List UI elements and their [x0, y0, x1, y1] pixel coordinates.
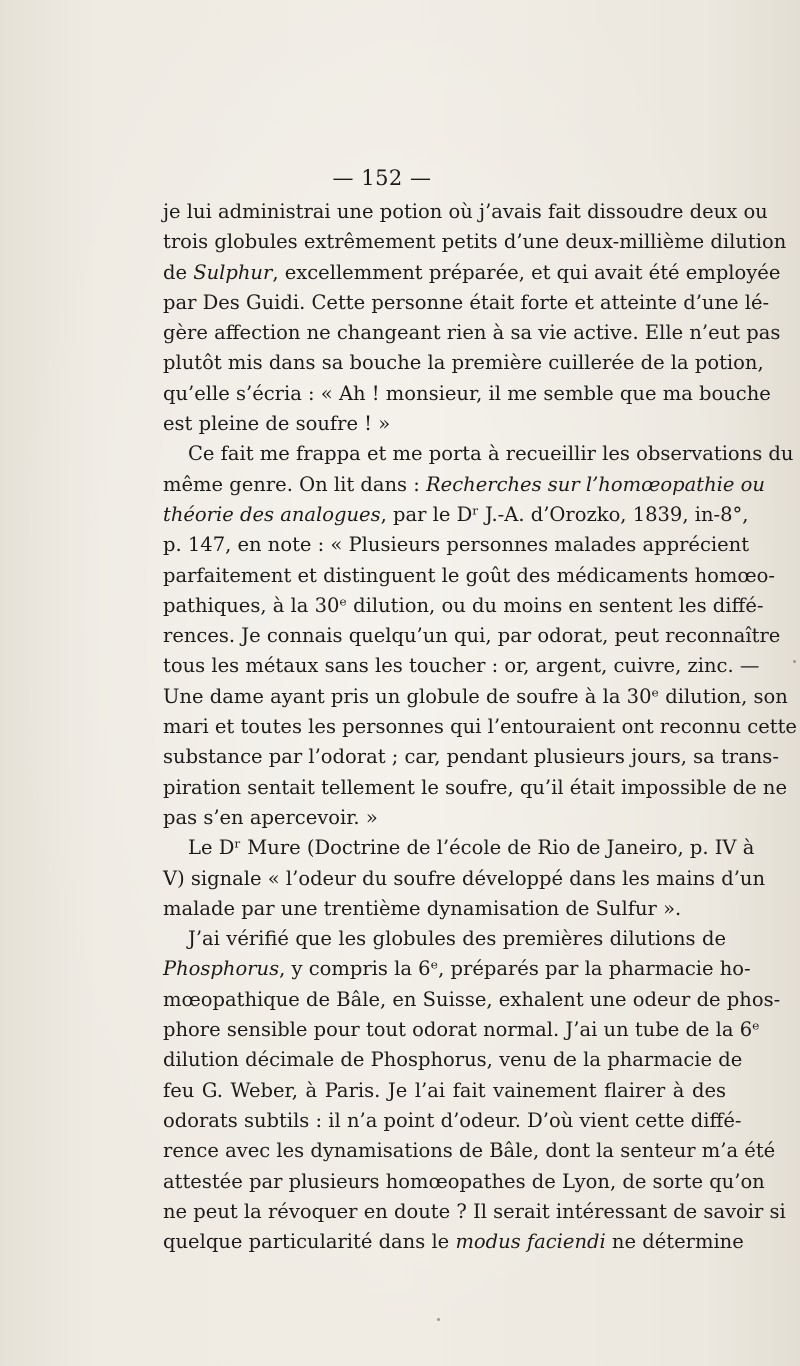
text-line: J’ai vérifié que les globules des premières dilutions de	[188, 927, 726, 951]
text-line: p. 147, en note : « Plusieurs personnes malades apprécient	[163, 533, 750, 557]
paper-speck	[793, 660, 796, 663]
text-line: gère affection ne changeant rien à sa vie active. Elle n’eut pas	[163, 321, 781, 345]
italic-text: modus faciendi	[455, 1230, 606, 1254]
italic-text: théorie des analogues	[163, 502, 381, 526]
text-line	[163, 258, 781, 288]
body-text	[163, 197, 797, 1257]
italic-text: Recherches sur l’homœopathie ou	[426, 472, 765, 496]
text-run: , par le Dʳ J.-A. d’Orozko, 1839, in-8°,	[380, 502, 749, 526]
text-run: même genre. On lit dans :	[163, 472, 426, 496]
text-run: , excellemment préparée, et qui avait été employée	[272, 260, 781, 284]
text-line	[163, 1227, 744, 1257]
text-line: rences. Je connais quelqu’un qui, par odorat, peut reconnaître	[163, 624, 781, 648]
italic-text: Sulphur	[193, 260, 273, 284]
text-line: parfaitement et distinguent le goût des médicaments homœo-	[163, 563, 775, 587]
text-run: de	[163, 260, 194, 284]
text-line: odorats subtils : il n’a point d’odeur. D’où vient cette diffé-	[163, 1108, 742, 1132]
text-line: est pleine de soufre ! »	[163, 412, 391, 436]
text-line: plutôt mis dans sa bouche la première cuillerée de la potion,	[163, 351, 764, 375]
text-line: trois globules extrêmement petits d’une deux-millième dilution	[163, 230, 787, 254]
text-line: rence avec les dynamisations de Bâle, dont la senteur m’a été	[163, 1139, 776, 1163]
text-line: qu’elle s’écria : « Ah ! monsieur, il me semble que ma bouche	[163, 381, 771, 405]
italic-text: Phosphorus	[163, 957, 280, 981]
text-run: , y compris la 6ᵉ, préparés par la pharmacie ho-	[279, 957, 751, 981]
text-line: malade par une trentième dynamisation de Sulfur ».	[163, 896, 682, 920]
text-line	[163, 954, 751, 984]
text-line	[163, 500, 749, 530]
paper-speck	[437, 1318, 440, 1321]
text-line: piration sentait tellement le soufre, qu’il était impossible de ne	[163, 775, 788, 799]
text-line: V) signale « l’odeur du soufre développé dans les mains d’un	[163, 866, 766, 890]
text-line: feu G. Weber, à Paris. Je l’ai fait vainement flairer à des	[163, 1078, 726, 1102]
text-line: pas s’en apercevoir. »	[163, 805, 378, 829]
text-line: tous les métaux sans les toucher : or, argent, cuivre, zinc. —	[163, 654, 760, 678]
text-run: ne détermine	[605, 1230, 744, 1254]
text-line: dilution décimale de Phosphorus, venu de la pharmacie de	[163, 1048, 743, 1072]
text-line: je lui administrai une potion où j’avais fait dissoudre deux ou	[163, 200, 768, 223]
text-line: par Des Guidi. Cette personne était forte et atteinte d’une lé-	[163, 290, 770, 314]
text-line: Le Dʳ Mure (Doctrine de l’école de Rio de Janeiro, p. IV à	[188, 836, 755, 860]
text-line: Une dame ayant pris un globule de soufre à la 30ᵉ dilution, son	[163, 684, 788, 708]
text-line: attestée par plusieurs homœopathes de Lyon, de sorte qu’on	[163, 1169, 765, 1193]
text-line: phore sensible pour tout odorat normal. J’ai un tube de la 6ᵉ	[163, 1018, 760, 1042]
text-line: mœopathique de Bâle, en Suisse, exhalent une odeur de phos-	[163, 987, 781, 1011]
text-line: ne peut la révoquer en doute ? Il serait intéressant de savoir si	[163, 1199, 786, 1223]
text-line: mari et toutes les personnes qui l’entouraient ont reconnu cette	[163, 715, 797, 739]
text-line: substance par l’odorat ; car, pendant plusieurs jours, sa trans-	[163, 745, 779, 769]
text-line: pathiques, à la 30ᵉ dilution, ou du moins en sentent les diffé-	[163, 593, 764, 617]
text-line: Ce fait me frappa et me porta à recueillir les observations du	[188, 442, 794, 466]
page-number: — 152 —	[332, 166, 432, 190]
text-run: quelque particularité dans le	[163, 1230, 456, 1254]
text-line	[163, 470, 765, 500]
